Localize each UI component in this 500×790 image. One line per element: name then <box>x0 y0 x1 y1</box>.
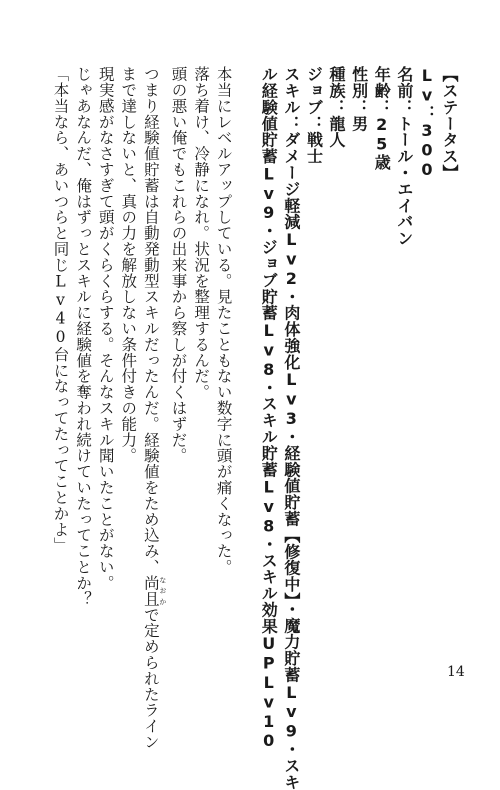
narration-fragment: つまり経験値貯蓄は自動発動型スキルだったんだ。経験値をため込み、 <box>141 66 160 575</box>
ruby-base: 尚且 <box>141 574 160 607</box>
narration-line: 落ち着け、冷静になれ。状況を整理するんだ。 <box>192 66 211 400</box>
dialogue-line: 「本当なら、あいつらと同じLv40台になってたってことかよ」 <box>51 66 70 553</box>
status-line-skills: スキル：ダメージ軽減Lv2・肉体強化Lv3・経験値貯蓄【修復中】・魔力貯蓄Lv9・スキ <box>281 66 301 790</box>
status-line-age: 年齢：25歳 <box>372 66 392 171</box>
status-line-job: ジョブ：戦士 <box>304 66 324 165</box>
narration-line: 頭の悪い俺でもこれらの出来事から察しが付くはずだ。 <box>169 66 188 464</box>
narration-line: 現実感がなさすぎて頭がくらくらする。そんなスキル聞いたことがない。 <box>96 66 115 591</box>
narration-line: 本当にレベルアップしている。見たこともない数字に頭が痛くなった。 <box>214 66 233 575</box>
status-line-level: Lv：300 <box>417 66 437 180</box>
status-line-skills-continued: ル経験値貯蓄Lv9・ジョブ貯蓄Lv8・スキル貯蓄Lv8・スキル効果UPLv10 <box>259 66 279 751</box>
narration-line: じゃあなんだ、俺はずっとスキルに経験値を奪われ続けていたってことか？ <box>74 66 93 607</box>
ruby-reading: なおか <box>158 574 167 607</box>
narration-fragment: で定められたライン <box>141 606 160 750</box>
narration-line: まで達しないと、真の力を解放しない条件付きの能力。 <box>119 66 138 464</box>
status-line-gender: 性別：男 <box>349 66 369 132</box>
status-line-name: 名前：トール・エイバン <box>394 66 414 247</box>
status-line-header: 【ステータス】 <box>440 66 459 181</box>
status-line-race: 種族：龍人 <box>327 66 347 148</box>
section-gap <box>235 66 257 666</box>
ruby-word <box>141 574 167 607</box>
narration-line-with-ruby <box>139 66 167 750</box>
page-number: 14 <box>447 664 465 680</box>
